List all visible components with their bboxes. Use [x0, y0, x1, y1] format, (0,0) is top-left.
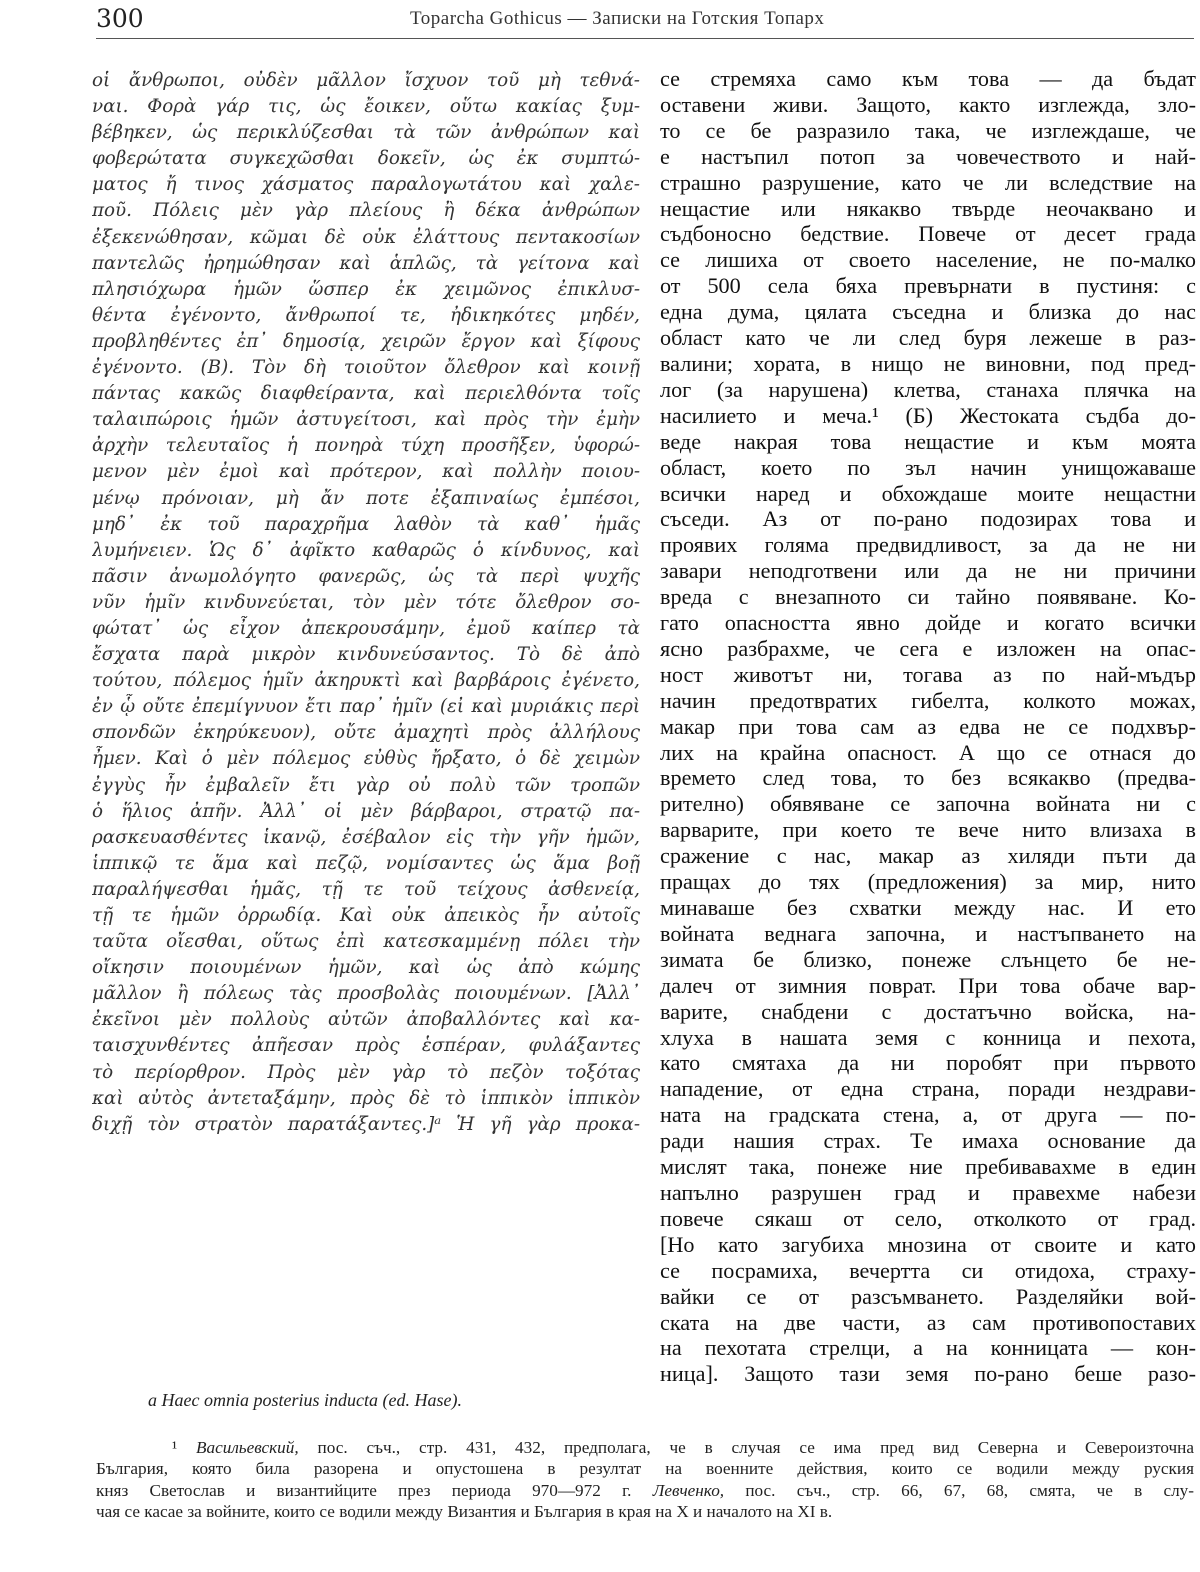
text-line: една дума, цялата съседна и близка до нас: [660, 299, 1196, 325]
text-line: [Но като загубиха мнозина от своите и като: [660, 1231, 1196, 1257]
text-line: се посрамиха, вечертта си отидоха, страху-: [660, 1257, 1196, 1283]
footnote-line: ¹ Васильевский, пос. съч., стр. 431, 432, предполага, че в случая се има пред вид Северна и Североизточна: [172, 1438, 1194, 1457]
textual-note-a: a Haec omnia posterius inducta (ed. Hase).: [148, 1390, 462, 1410]
text-line: ясно разбрахме, че сега е изложен на опас-: [660, 635, 1196, 661]
header-rule: [96, 38, 1194, 39]
text-line: ност животът ни, тогава аз по най-мъдър: [660, 661, 1196, 687]
text-line: начин предотвратих гибелта, колкото можах,: [660, 687, 1196, 713]
text-line: мислят така, понеже ние пребивавахме в един: [660, 1154, 1196, 1180]
footnote-1: [96, 1437, 1194, 1522]
text-line: зимата бе близко, понеже слънцето бе не-: [660, 946, 1196, 972]
text-line: рително) обявяване се започна войната ни с: [660, 791, 1196, 817]
text-line: λυμήνειεν. Ὡς δ᾽ ἀφῖκτο καθαρῶς ὁ κίνδυνος, καὶ: [92, 539, 640, 561]
text-line: завари неподготвени или да не ни причини: [660, 558, 1196, 584]
text-line: ταλαιπώροις ἡμῶν ἀστυγείτοσι, καὶ πρὸς τὴν ἐμὴν: [92, 409, 640, 431]
text-line: τὸ περίορθρον. Πρὸς μὲν γὰρ τὸ πεζὸν τοξότας: [92, 1061, 640, 1083]
text-line: ταῦτα οἴεσθαι, οὕτως ἐπὶ κατεσκαμμένῃ πόλει τὴν: [92, 931, 640, 953]
text-line: ἀρχὴν τελευταῖος ἡ πονηρὰ τύχη προσῆξεν, ὑφορώ-: [92, 435, 640, 457]
text-line: напълно разрушен град и правехме набези: [660, 1179, 1196, 1205]
text-line: φώτατ᾽ ὡς εἶχον ἀπεκρουσάμην, ἐμοῦ καίπερ τὰ: [92, 617, 640, 639]
text-line: макар при това сам аз едва не се подхвър-: [660, 713, 1196, 739]
text-line: ποῦ. Πόλεις μὲν γὰρ πλείους ἢ δέκα ἀνθρώπων: [92, 200, 640, 222]
text-line: сражение с нас, макар аз хиляди пъти да: [660, 843, 1196, 869]
footnote-line: княз Светослав и византийците през периода 970—972 г. Левченко, пос. съч., стр. 66, 67, 68, смята, че в слу-: [96, 1480, 1194, 1500]
text-line: хлуха в нашата земя с конница и пехота,: [660, 1024, 1196, 1050]
bulgarian-text-column: [660, 66, 1196, 1387]
text-line: от 500 села бяха превърнати в пустиня: с: [660, 273, 1196, 299]
text-line: μένῳ πρόνοιαν, μὴ ἄν ποτε ἐξαπιναίως ἐμπέσοι,: [92, 487, 640, 509]
text-line: ἐγένοντο. (B). Τὸν δὴ τοιοῦτον ὄλεθρον καὶ κοινῇ: [92, 357, 640, 379]
text-line: се лишиха от своето население, не по-малко: [660, 247, 1196, 273]
text-line: θέντα ἐγένοντο, ἄνθρωποί τε, ἠδικηκότες μηδέν,: [92, 304, 640, 326]
text-line: варварите, при което те вече нито влизаха в: [660, 817, 1196, 843]
text-line: област като че ли след буря лежеше в раз-: [660, 325, 1196, 351]
text-line: μενον μὲν ἐμοὶ καὶ πρότερον, καὶ πολλὴν ποιου-: [92, 461, 640, 483]
text-line: μᾶλλον ἢ πόλεως τὰς προσβολὰς ποιουμένων. [Ἀλλ᾽: [92, 983, 640, 1005]
text-line: лог (за нарушена) клетва, станаха плячка на: [660, 376, 1196, 402]
text-line: σπονδῶν ἐκηρύκευον), οὔτε ἀμαχητὶ πρὸς ἀλλήλους: [92, 722, 640, 744]
text-line: πᾶσιν ἀνωμολόγητο φανερῶς, ὡς τὰ περὶ ψυχῆς: [92, 565, 640, 587]
text-line: проявих голяма предвидливост, за да не ни: [660, 532, 1196, 558]
text-line: далеч от зимния поврат. При това обаче вар-: [660, 972, 1196, 998]
text-line: гато опасността явно дойде и когато всички: [660, 610, 1196, 636]
text-line: веде накрая това нещастие и към моята: [660, 428, 1196, 454]
text-line: насилието и меча.¹ (Б) Жестоката съдба до-: [660, 402, 1196, 428]
text-line: вайки се от разсъмването. Разделяйки вой-: [660, 1283, 1196, 1309]
text-line: на пехотата стрелци, а на конницата — кон-: [660, 1335, 1196, 1361]
text-line: валини; хората, в нищо не виновни, под пред-: [660, 350, 1196, 376]
text-line: ἐν ᾧ οὔτε ἐπεμίγνυον ἔτι παρ᾽ ἡμῖν (εἰ καὶ μυριάκις περὶ: [92, 696, 640, 718]
text-line: μηδ᾽ ἐκ τοῦ παραχρῆμα λαθὸν τὰ καθ᾽ ἡμᾶς: [92, 513, 640, 535]
text-line: варите, снабдени с достатъчно войска, на-: [660, 998, 1196, 1024]
text-line: παντελῶς ἠρημώθησαν καὶ ἁπλῶς, τὰ γείτονα καὶ: [92, 252, 640, 274]
text-line: πλησιόχωρα ἡμῶν ὥσπερ ἐκ χειμῶνος ἐπικλυσ-: [92, 278, 640, 300]
footnote-line: България, която била разорена и опустошена в резултат на военните действия, които се водили между руския: [96, 1459, 1194, 1479]
text-line: ἐγγὺς ἦν ἐμβαλεῖν ἔτι γὰρ οὐ πολὺ τῶν τροπῶν: [92, 774, 640, 796]
text-line: повече сякаш от село, отколкото от град.: [660, 1205, 1196, 1231]
text-line: времето след това, то без всякакво (предва-: [660, 765, 1196, 791]
text-line: ἦμεν. Καὶ ὁ μὲν πόλεμος εὐθὺς ἤρξατο, ὁ δὲ χειμὼν: [92, 748, 640, 770]
text-line: ната на градската стена, а, от друга — по-: [660, 1102, 1196, 1128]
text-line: οἴκησιν ποιουμένων ἡμῶν, καὶ ὡς ἀπὸ κώμης: [92, 957, 640, 979]
text-line: νῦν ἡμῖν κινδυνεύεται, τὸν μὲν τότε ὄλεθρον σο-: [92, 591, 640, 613]
text-line: вреда с внезапното си тайно появяване. Ко-: [660, 584, 1196, 610]
text-line: ἔσχατα παρὰ μικρὸν κινδυνεύσαντος. Τὸ δὲ ἀπὸ: [92, 644, 640, 666]
text-line: ναι. Φορὰ γάρ τις, ὡς ἔοικεν, οὕτω κακίας ξυμ-: [92, 96, 640, 118]
footnote-line: чая се касае за войните, които се водили между Византия и България в края на X и началото на XI в.: [96, 1501, 833, 1521]
greek-text-column: [92, 68, 640, 1138]
text-line: ρασκευασθέντες ἱκανῷ, ἐσέβαλον εἰς τὴν γῆν ἡμῶν,: [92, 826, 640, 848]
text-line: съдбоносно бедствие. Повече от десет града: [660, 221, 1196, 247]
text-line: е настъпил потоп за човечеството и най-: [660, 143, 1196, 169]
text-line: πάντας κακῶς διαφθείραντα, καὶ περιελθόντα τοῖς: [92, 383, 640, 405]
text-line: нападение, от една страна, поради нездрави-: [660, 1076, 1196, 1102]
text-line: προβληθέντες ἐπ᾽ δημοσίᾳ, χειρῶν ἔργον καὶ ξίφους: [92, 330, 640, 352]
text-line: ὁ ἥλιος ἀπῆν. Ἀλλ᾽ οἱ μὲν βάρβαροι, στρατῷ πα-: [92, 800, 640, 822]
text-line: ματος ἤ τινος χάσματος παραλογωτάτου καὶ χαλε-: [92, 174, 640, 196]
text-line: лих на крайна опасност. А що се отнася до: [660, 739, 1196, 765]
text-line: τούτου, πόλεμος ἡμῖν ἀκηρυκτὶ καὶ βαρβάροις ἐγένετο,: [92, 670, 640, 692]
text-line: войната веднага започна, и настъпването на: [660, 920, 1196, 946]
text-line: ската на две части, аз сам противопоставих: [660, 1309, 1196, 1335]
text-line: ница]. Защото тази земя по-рано беше разо-: [660, 1361, 1196, 1387]
text-line: οἱ ἄνθρωποι, οὐδὲν μᾶλλον ἴσχυον τοῦ μὴ τεθνά-: [92, 70, 640, 91]
text-line: ἱππικῷ τε ἅμα καὶ πεζῷ, νομίσαντες ὡς ἅμα βοῇ: [92, 852, 640, 874]
text-line: област, което по зъл начин унищожаваше: [660, 454, 1196, 480]
text-line: минаваше без схватки между нас. И ето: [660, 895, 1196, 920]
text-line: τῇ τε ἡμῶν ὀρρωδίᾳ. Καὶ οὐκ ἀπεικὸς ἦν αὐτοῖς: [92, 905, 640, 926]
text-line: καὶ αὐτὸς ἀντεταξάμην, πρὸς δὲ τὸ ἱππικὸν ἱππικὸν: [92, 1087, 640, 1109]
text-line: пращах до тях (предложения) за мир, нито: [660, 869, 1196, 895]
running-title: Toparcha Gothicus — Записки на Готския Топарх: [410, 8, 825, 29]
text-line: διχῇ τὸν στρατὸν παρατάξαντες.]ᵃ Ἡ γῆ γὰρ προκα-: [92, 1113, 640, 1135]
text-line: оставени живи. Защото, както изглежда, зло-: [660, 91, 1196, 117]
text-line: всички наред и обхождаше моите нещастни: [660, 480, 1196, 506]
text-line: ἐξεκενώθησαν, κῶμαι δὲ οὐκ ἐλάττους πεντακοσίων: [92, 226, 640, 248]
text-line: ради нашия страх. Те имаха основание да: [660, 1128, 1196, 1154]
text-line: се стремяха само към това — да бъдат: [660, 66, 1196, 91]
text-line: παραλήψεσθαι ἡμᾶς, τῇ τε τοῦ τείχους ἀσθενείᾳ,: [92, 878, 640, 900]
text-line: βέβηκεν, ὡς περικλύζεσθαι τὰ τῶν ἀνθρώπων καὶ: [92, 122, 640, 144]
text-line: страшно разрушение, като че ли вследствие на: [660, 169, 1196, 195]
text-line: съседи. Аз от по-рано подозирах това и: [660, 506, 1196, 532]
text-line: φοβερώτατα συγκεχῶσθαι δοκεῖν, ὡς ἐκ συμπτώ-: [92, 148, 640, 170]
text-line: ταισχυνθέντες ἀπῆεσαν πρὸς ἑσπέραν, φυλάξαντες: [92, 1035, 640, 1057]
page-number: 300: [96, 4, 144, 33]
text-line: като смятаха да ни поробят при първото: [660, 1050, 1196, 1076]
text-line: то се бе разразило така, че изглеждаше, че: [660, 117, 1196, 143]
text-line: нещастие или някакво твърде неочаквано и: [660, 195, 1196, 221]
text-line: ἐκεῖνοι μὲν πολλοὺς αὐτῶν ἀποβαλλόντες καὶ κα-: [92, 1009, 640, 1031]
